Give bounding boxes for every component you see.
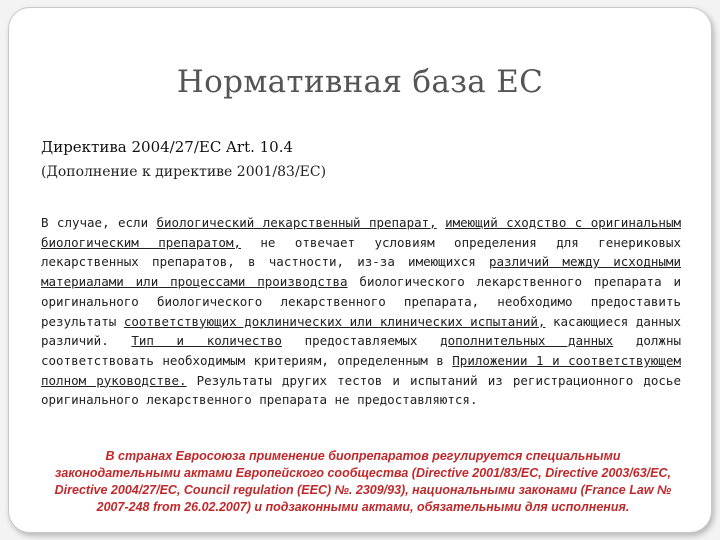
- body-segment: не отвечает условиям определения для генериковых лекарственных препаратов, в частности, из-за имеющихся: [41, 234, 681, 270]
- body-segment-underlined: биологический лекарственный препарат,: [156, 215, 437, 230]
- eu-regulation-note: В странах Евросоюза применение биопрепаратов регулируется специальными законодательными актами Европейского сообщества (Directive 2001/83/EC, Directive 2003/63/EC, Directive 2004/27/EC, Council regulation (EEC) №. 2309/93), национальными законами (France Law № 2007-248 from 26.02.2007) и подзаконными актами, обязательными для исполнения.: [54, 449, 672, 514]
- body-segment-underlined: различий между исходными материалами или процессами производства: [41, 254, 681, 290]
- body-segment-underlined: соответствующих доклинических или клинических испытаний,: [123, 313, 546, 329]
- directive-reference: Директива 2004/27/EC Art. 10.4: [41, 138, 294, 156]
- body-segment-underlined: Тип и количество: [131, 333, 282, 349]
- body-segment-underlined: Приложении 1 и соответствующем полном руководстве.: [41, 352, 681, 388]
- body-segment: [437, 215, 445, 230]
- slide-frame: [8, 7, 712, 533]
- directive-supplement: (Дополнение к директиве 2001/83/ЕС): [41, 164, 327, 180]
- slide-title: Нормативная база ЕС: [176, 64, 544, 100]
- body-segment: биологического лекарственного препарата и оригинального биологического лекарственного препарата, необходимо предоставить результаты: [41, 274, 682, 329]
- body-segment-underlined: дополнительных данных: [440, 333, 614, 349]
- body-segment: В случае, если: [41, 215, 157, 230]
- body-segment: должны соответствовать необходимым критериям, определенным в: [41, 333, 681, 368]
- body-paragraph: [41, 213, 681, 410]
- body-segment: предоставляемых: [281, 333, 441, 349]
- body-segment: касающиеся данных различий.: [41, 313, 681, 349]
- body-segment-underlined: имеющий сходство с оригинальным биологическим препаратом,: [41, 215, 682, 250]
- body-segment: Результаты других тестов и испытаний из регистрационного досье оригинального лекарственного препарата не предоставляются.: [41, 372, 681, 408]
